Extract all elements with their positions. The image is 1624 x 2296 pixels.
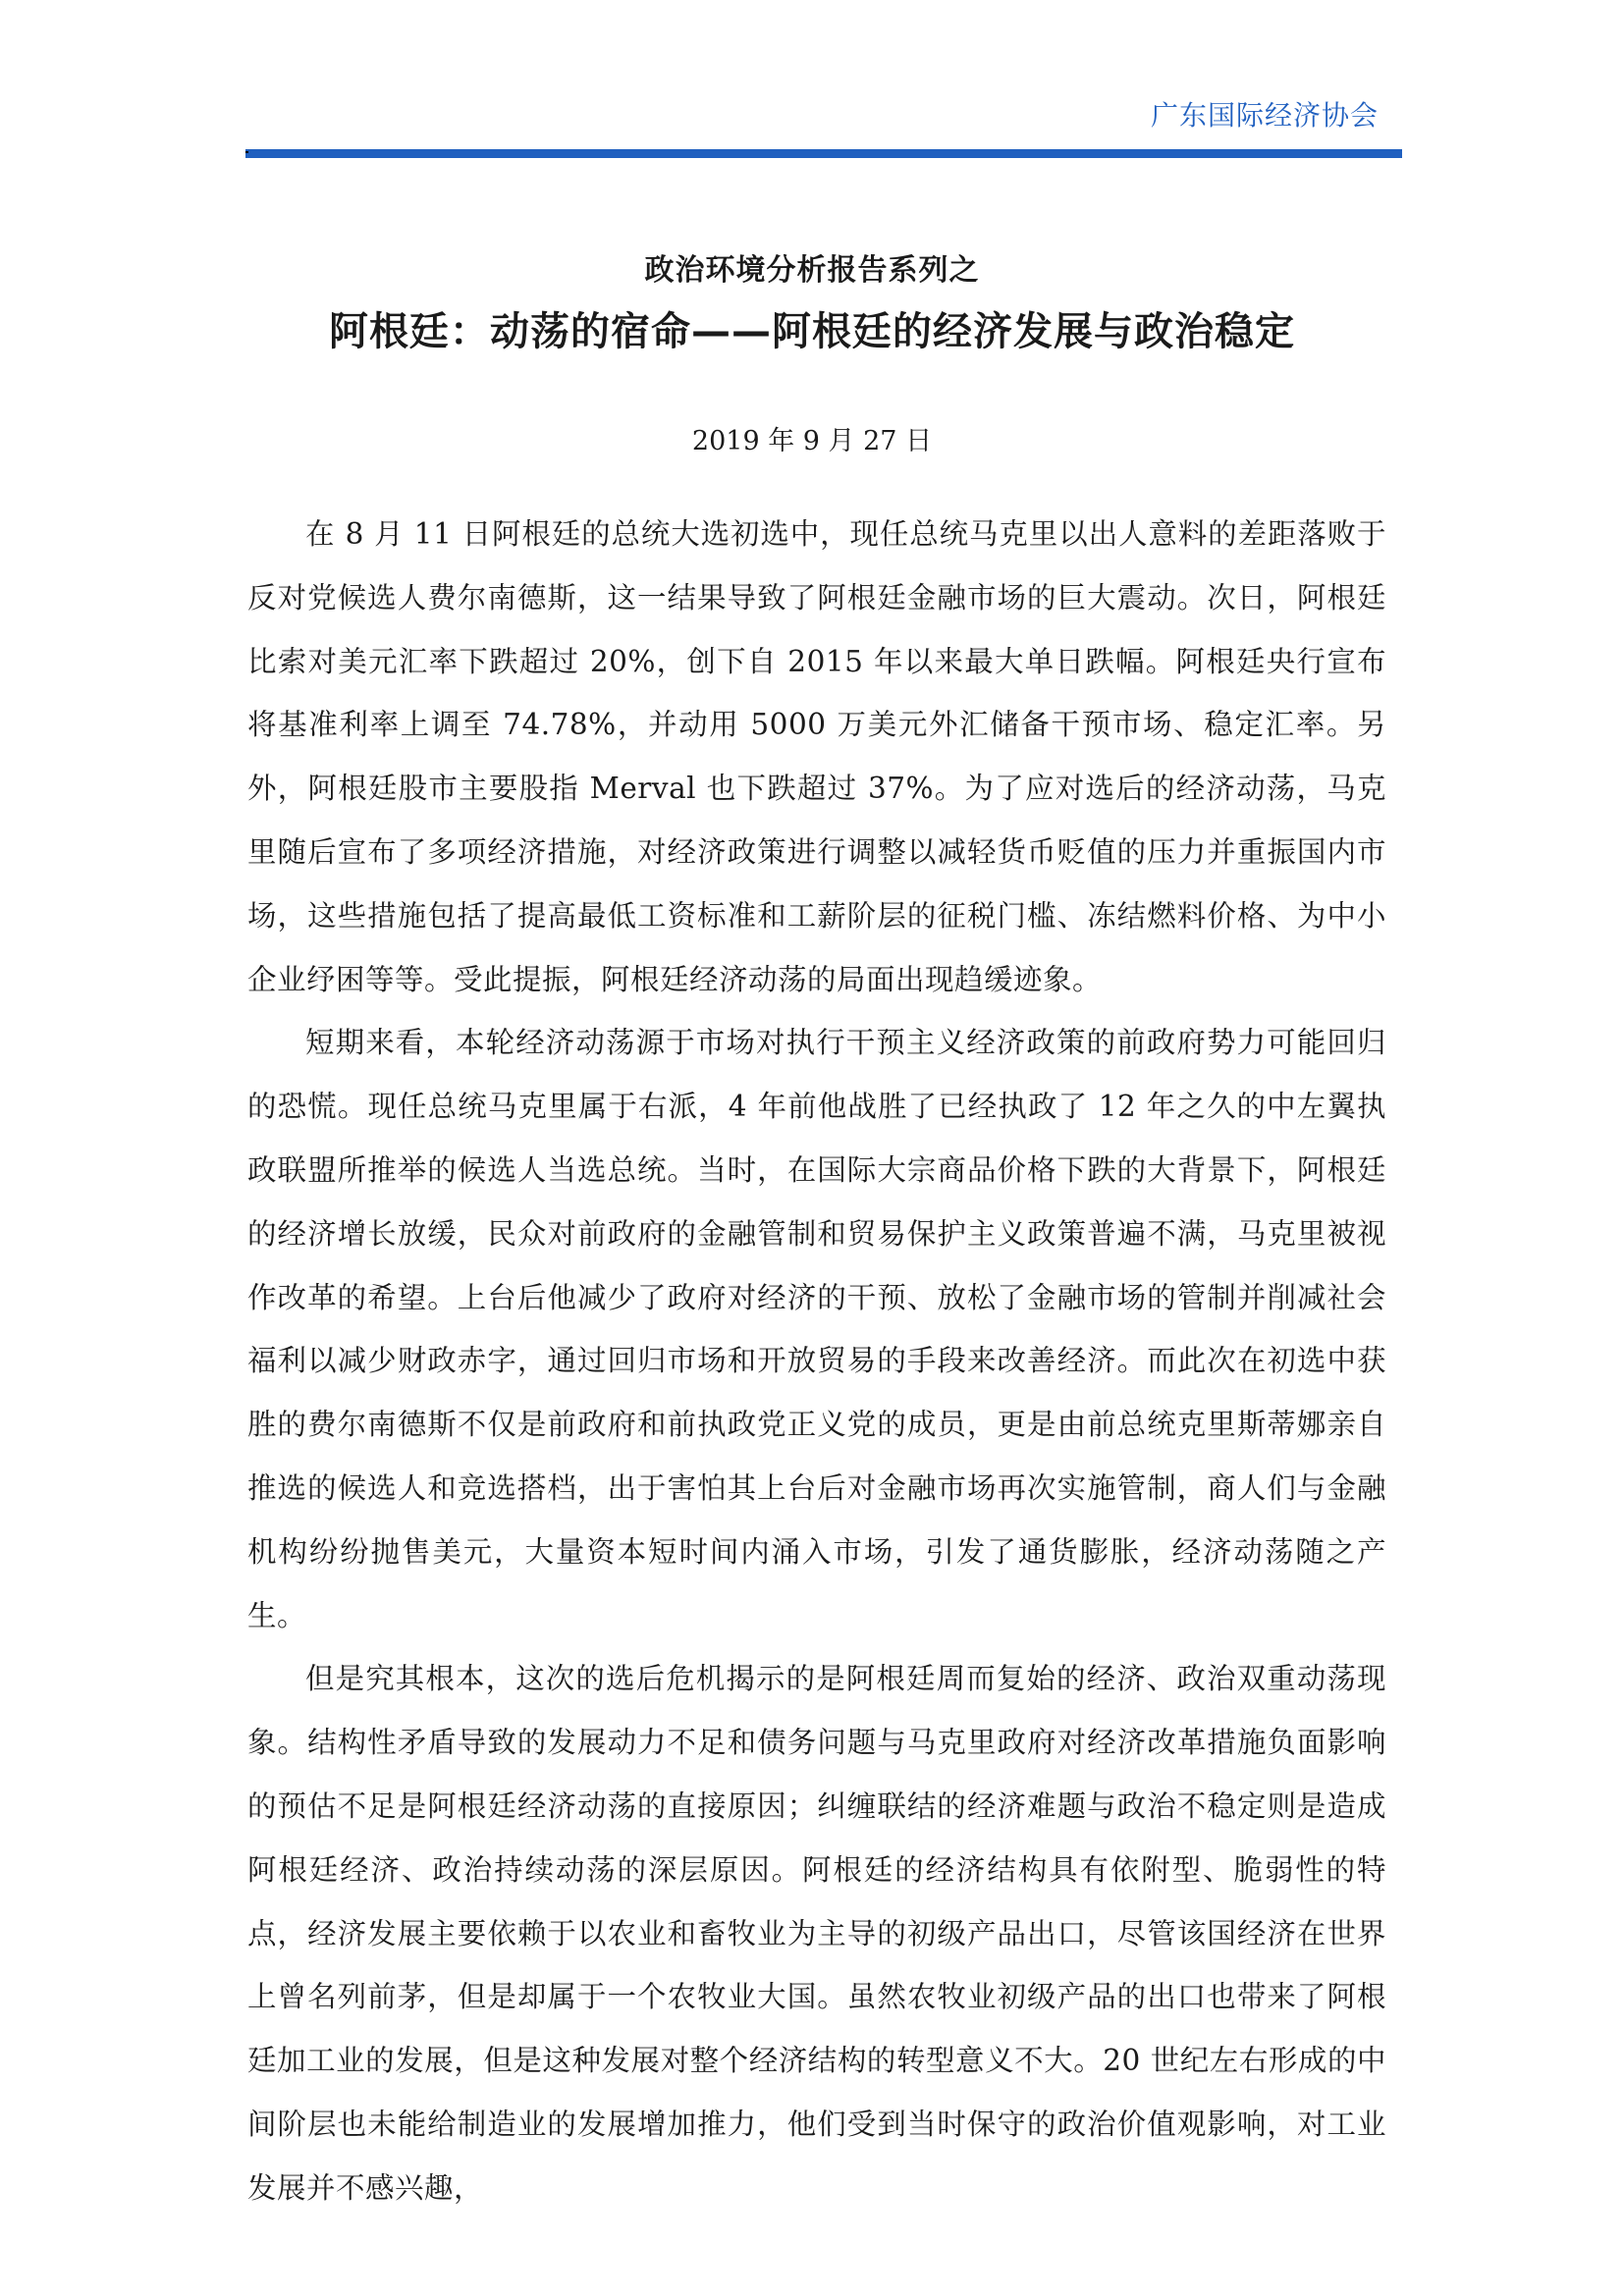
series-title: 政治环境分析报告系列之 (644, 253, 980, 288)
body-paragraph-1: 在 8 月 11 日阿根廷的总统大选初选中，现任总统马克里以出人意料的差距落败于反对党候选人费尔南德斯，这一结果导致了阿根廷金融市场的巨大震动。次日，阿根廷比索对美元汇率下跌超过 20%，创下自 2015 年以来最大单日跌幅。阿根廷央行宣布将基准利率上调至 74.78%，并动用 5000 万美元外汇储备干预市场、稳定汇率。另外，阿根廷股市主要股指 Merval 也下跌超过 37%。为了应对选后的经济动荡，马克里随后宣布了多项经济措施，对经济政策进行调整以减轻货币贬值的压力并重振国内市场，这些措施包括了提高最低工资标准和工薪阶层的征税门槛、冻结燃料价格、为中小企业纾困等等。受此提振，阿根廷经济动荡的局面出现趋缓迹象。 (247, 517, 1386, 996)
body-paragraph-3: 但是究其根本，这次的选后危机揭示的是阿根廷周而复始的经济、政治双重动荡现象。结构性矛盾导致的发展动力不足和债务问题与马克里政府对经济改革措施负面影响的预估不足是阿根廷经济动荡的直接原因；纠缠联结的经济难题与政治不稳定则是造成阿根廷经济、政治持续动荡的深层原因。阿根廷的经济结构具有依附型、脆弱性的特点，经济发展主要依赖于以农业和畜牧业为主导的初级产品出口，尽管该国经济在世界上曾名列前茅，但是却属于一个农牧业大国。虽然农牧业初级产品的出口也带来了阿根廷加工业的发展，但是这种发展对整个经济结构的转型意义不大。20 世纪左右形成的中间阶层也未能给制造业的发展增加推力，他们受到当时保守的政治价值观影响，对工业发展并不感兴趣， (247, 1662, 1386, 2205)
organization-name: 广东国际经济协会 (1150, 99, 1379, 132)
body-paragraph-2: 短期来看，本轮经济动荡源于市场对执行干预主义经济政策的前政府势力可能回归的恐慌。现任总统马克里属于右派，4 年前他战胜了已经执政了 12 年之久的中左翼执政联盟所推举的候选人当选总统。当时，在国际大宗商品价格下跌的大背景下，阿根廷的经济增长放缓，民众对前政府的金融管制和贸易保护主义政策普遍不满，马克里被视作改革的希望。上台后他减少了政府对经济的干预、放松了金融市场的管制并削减社会福利以减少财政赤字，通过回归市场和开放贸易的手段来改善经济。而此次在初选中获胜的费尔南德斯不仅是前政府和前执政党正义党的成员，更是由前总统克里斯蒂娜亲自推选的候选人和竞选搭档，出于害怕其上台后对金融市场再次实施管制，商人们与金融机构纷纷抛售美元，大量资本短时间内涌入市场，引发了通货膨胀，经济动荡随之产生。 (247, 1026, 1386, 1632)
header-rule (245, 149, 1402, 158)
document-title: 阿根廷：动荡的宿命——阿根廷的经济发展与政治稳定 (329, 309, 1295, 354)
header-rule-tick (245, 151, 248, 153)
page-header (245, 94, 1402, 157)
document-body (247, 503, 1386, 2220)
document-date: 2019 年 9 月 27 日 (691, 426, 933, 456)
